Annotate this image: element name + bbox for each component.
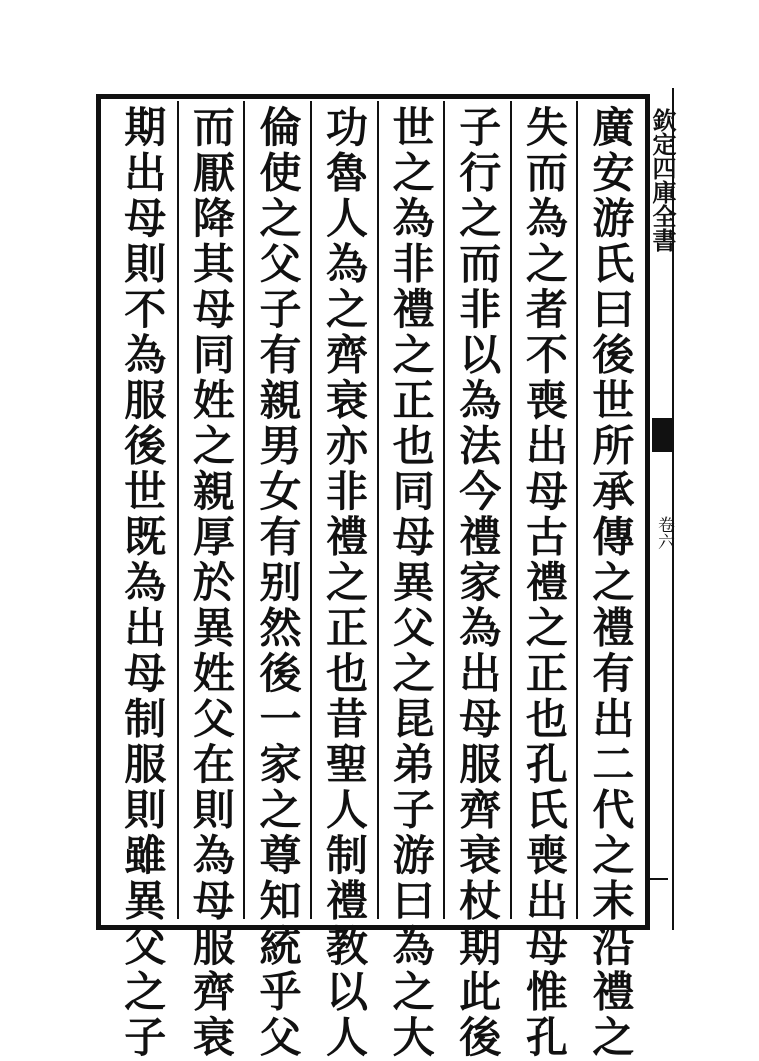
column-text: 廣安游氏曰後世所承傳之禮有出二代之末沿禮之: [586, 105, 636, 1061]
volume-label: 卷六: [654, 516, 674, 550]
column-text: 世之為非禮之正也同母異父之昆弟子游曰為之大: [386, 105, 436, 1061]
text-body: [110, 101, 643, 1061]
text-column: [377, 101, 444, 1061]
book-title: 欽定四庫全書: [648, 108, 677, 252]
text-column: [310, 101, 377, 1061]
fishtail-mark: [652, 418, 672, 452]
column-text: 功魯人為之齊衰亦非禮之正也昔聖人制禮教以人: [320, 105, 370, 1061]
column-text: 而厭降其母同姓之親厚於異姓父在則為母服齊衰: [186, 105, 236, 1061]
text-column: [110, 101, 177, 1061]
margin-tick: [650, 878, 668, 880]
column-text: 倫使之父子有親男女有别然後一家之尊知統乎父: [253, 105, 303, 1061]
text-column: [576, 101, 643, 1061]
margin-gutter: [648, 88, 677, 930]
text-column: [510, 101, 577, 1061]
column-text: 期出母則不為服後世既為出母制服則雖異父之子: [118, 105, 168, 1061]
text-column: [177, 101, 244, 1061]
column-text: 子行之而非以為法今禮家為出母服齊衰杖期此後: [453, 105, 503, 1061]
text-column: [243, 101, 310, 1061]
column-text: 失而為之者不喪出母古禮之正也孔氏喪出母惟孔: [519, 105, 569, 1061]
text-column: [443, 101, 510, 1061]
